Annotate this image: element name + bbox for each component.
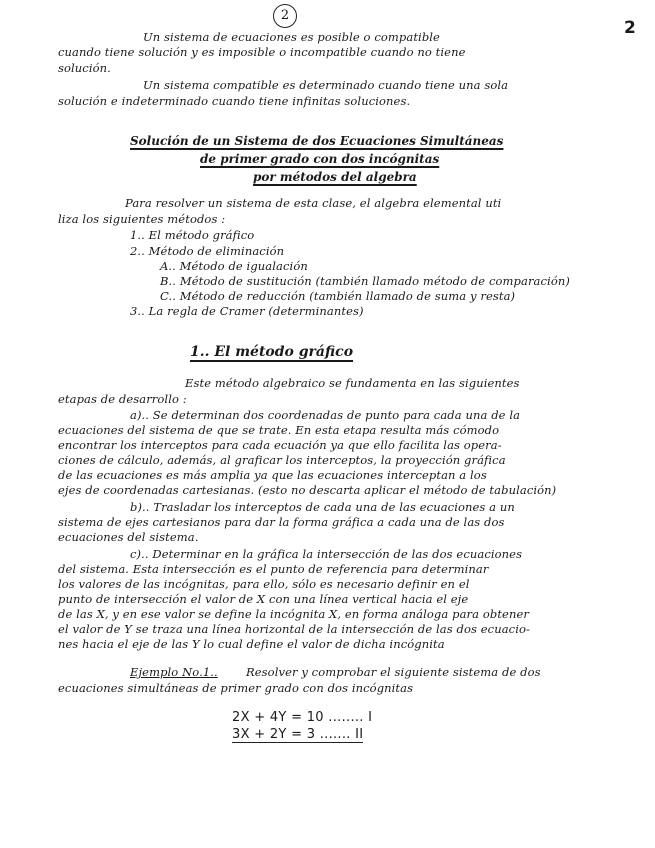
example-label: Ejemplo No.1..: [130, 665, 218, 679]
graphic-intro-line-1: Este método algebraico se fundamenta en las siguientes: [185, 376, 520, 390]
intro-line-1: Un sistema de ecuaciones es posible o compatible: [143, 30, 440, 44]
methods-intro-line-2: liza los siguientes métodos :: [58, 212, 226, 226]
methods-intro-line-1: Para resolver un sistema de esta clase, el algebra elemental uti: [125, 196, 502, 210]
intro-line-3: solución.: [58, 61, 111, 75]
step-a-line-1: a).. Se determinan dos coordenadas de punto para cada una de la: [130, 408, 521, 422]
step-c-line-5: de las X, y en ese valor se define la incógnita X, en forma análoga para obtener: [58, 607, 529, 621]
circled-page-marker: 2: [273, 4, 297, 28]
method-2c: C.. Método de reducción (también llamado de suma y resta): [160, 289, 516, 303]
intro-line-4: Un sistema compatible es determinado cuando tiene una sola: [143, 78, 509, 92]
equation-1: 2X + 4Y = 10 ........ I: [232, 710, 373, 725]
method-2b: B.. Método de sustitución (también llamado método de comparación): [160, 274, 570, 288]
method-1: 1.. El método gráfico: [130, 228, 255, 242]
step-c-line-3: los valores de las incógnitas, para ello, sólo es necesario definir en el: [58, 577, 470, 591]
step-a-line-6: ejes de coordenadas cartesianas. (esto no descarta aplicar el método de tabulación): [58, 483, 557, 497]
step-b-line-2: sistema de ejes cartesianos para dar la forma gráfica a cada una de las dos: [58, 515, 505, 529]
method-2a: A.. Método de igualación: [160, 259, 308, 273]
example-text-line-1: Resolver y comprobar el siguiente sistema de dos: [246, 665, 541, 679]
step-a-line-3: encontrar los interceptos para cada ecuación ya que ello facilita las opera-: [58, 438, 502, 452]
step-c-line-4: punto de intersección el valor de X con una línea vertical hacia el eje: [58, 592, 469, 606]
example-text-line-2: ecuaciones simultáneas de primer grado con dos incógnitas: [58, 681, 414, 695]
title-line-2: de primer grado con dos incógnitas: [200, 152, 440, 166]
intro-line-2: cuando tiene solución y es imposible o incompatible cuando no tiene: [58, 45, 466, 59]
step-a-line-5: de las ecuaciones es más amplia ya que las ecuaciones interceptan a los: [58, 468, 487, 482]
equation-2: 3X + 2Y = 3 ....... II: [232, 727, 364, 742]
step-c-line-2: del sistema. Esta intersección es el punto de referencia para determinar: [58, 562, 489, 576]
step-c-line-7: nes hacia el eje de las Y lo cual define el valor de dicha incógnita: [58, 637, 445, 651]
step-c-line-6: el valor de Y se traza una línea horizontal de la intersección de las dos ecuacio-: [58, 622, 531, 636]
page-number: 2: [624, 18, 636, 38]
method-2: 2.. Método de eliminación: [130, 244, 285, 258]
step-a-line-4: ciones de cálculo, además, al graficar los interceptos, la proyección gráfica: [58, 453, 506, 467]
step-b-line-3: ecuaciones del sistema.: [58, 530, 199, 544]
method-3: 3.. La regla de Cramer (determinantes): [130, 304, 364, 318]
step-b-line-1: b).. Trasladar los interceptos de cada una de las ecuaciones a un: [130, 500, 515, 514]
title-line-1: Solución de un Sistema de dos Ecuaciones Simultáneas: [130, 134, 504, 148]
title-line-3: por métodos del algebra: [253, 170, 417, 184]
intro-line-5: solución e indeterminado cuando tiene infinitas soluciones.: [58, 94, 411, 108]
graphic-intro-line-2: etapas de desarrollo :: [58, 392, 187, 406]
section-heading: 1.. El método gráfico: [190, 344, 354, 360]
step-a-line-2: ecuaciones del sistema de que se trate. En esta etapa resulta más cómodo: [58, 423, 500, 437]
step-c-line-1: c).. Determinar en la gráfica la intersección de las dos ecuaciones: [130, 547, 523, 561]
